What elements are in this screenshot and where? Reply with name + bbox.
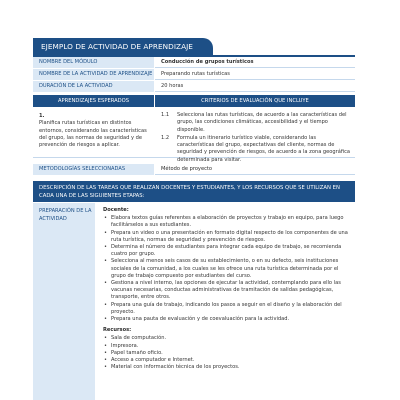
criterio-number: 1.2 [161, 134, 170, 141]
metodologias-row [33, 164, 355, 175]
aprendizaje-text: Planifica rutas turísticas en distintos entornos, considerando las características del grupo, las normas de seguridad y de prevención de riesgos a aplicar. [39, 120, 147, 149]
info-label: DURACIÓN DE LA ACTIVIDAD [33, 81, 155, 92]
info-row-actividad [33, 69, 355, 80]
header-aprendizajes: APRENDIZAJES ESPERADOS [33, 95, 155, 107]
criterio-text: Formula un itinerario turístico viable, considerando las características del grupo, expectativas del cliente, normas de seguridad y prevención de riesgos, de acuerdo a la zona geográfica determinada para visitar. [177, 134, 350, 163]
criterio-text: Selecciona las rutas turísticas, de acuerdo a las características del grupo, las condiciones climáticas, accesibilidad y el tiempo disponible. [177, 112, 347, 133]
list-item: • Acceso a computador e Internet. [103, 357, 351, 364]
aprendizaje-cell [33, 108, 155, 157]
list-item: • Gestiona a nivel interno, las opciones de ejecutar la actividad, contemplando para ello las vacunas necesarias, conductas administrativas de tramitación de salidas pedagógicas, transporte, entre otros. [103, 280, 351, 302]
criterio-item [161, 112, 351, 134]
aprendizaje-number: 1. [39, 113, 45, 119]
criterio-item [161, 135, 351, 164]
list-item: • Papel tamaño oficio. [103, 350, 351, 357]
list-item: • Prepara una guía de trabajo, indicando los pasos a seguir en el diseño y la elaboración del proyecto. [103, 302, 351, 316]
info-value: 20 horas [155, 81, 355, 92]
criterios-cell [155, 108, 355, 163]
metodologias-label: METODOLOGÍAS SELECCIONADAS [33, 164, 155, 175]
list-item: • Sala de computación. [103, 335, 351, 342]
info-row-modulo [33, 57, 355, 68]
list-item: • Selecciona al menos seis casos de su establecimiento, o en su defecto, seis instituciones sociales de la comunidad, a los cuales se les ofrece una ruta turística determinada por el grupo de trabajo compuesto por estudiantes del curso. [103, 258, 351, 280]
info-label: NOMBRE DE LA ACTIVIDAD DE APRENDIZAJE [33, 69, 155, 80]
preparacion-row [33, 203, 355, 400]
document-title: EJEMPLO DE ACTIVIDAD DE APRENDIZAJE [33, 38, 213, 56]
info-row-duracion [33, 81, 355, 92]
preparacion-content [95, 203, 355, 400]
criterio-number: 1.1 [161, 112, 170, 118]
header-criterios: CRITERIOS DE EVALUACIÓN QUE INCLUYE [155, 95, 355, 107]
info-value: Preparando rutas turísticas [155, 69, 355, 80]
list-item: • Material con información técnica de los proyectos. [103, 364, 351, 371]
list-item: • Prepara un video o una presentación en formato digital respecto de los componentes de una ruta turística, normas de seguridad y prevención de riesgos. [103, 230, 351, 244]
list-item: • Elabora textos guías referentes a elaboración de proyectos y trabajo en equipo, para luego facilitárselos a sus estudiantes. [103, 215, 351, 229]
list-item: • Impresora. [103, 343, 351, 350]
recursos-title: Recursos: [103, 327, 132, 334]
docente-list [103, 215, 351, 323]
table-header-row [33, 95, 355, 107]
descripcion-header: DESCRIPCIÓN DE LAS TAREAS QUE REALIZAN DOCENTES Y ESTUDIANTES, Y LOS RECURSOS QUE SE UTILIZAN EN CADA UNA DE LAS SIGUIENTES ETAPAS: [33, 181, 355, 202]
activity-document [33, 38, 355, 400]
aprendizaje-row [33, 108, 355, 163]
recursos-list [103, 335, 351, 371]
info-value: Conducción de grupos turísticos [155, 57, 355, 68]
preparacion-label: PREPARACIÓN DE LA ACTIVIDAD [33, 203, 95, 400]
info-label: NOMBRE DEL MÓDULO [33, 57, 155, 68]
list-item: • Determina el número de estudiantes para integrar cada equipo de trabajo, se recomienda cuatro por grupo. [103, 244, 351, 258]
metodologias-value: Método de proyecto [155, 164, 355, 175]
list-item: • Prepara una pauta de evaluación y de coevaluación para la actividad. [103, 316, 351, 323]
docente-title: Docente: [103, 207, 129, 213]
